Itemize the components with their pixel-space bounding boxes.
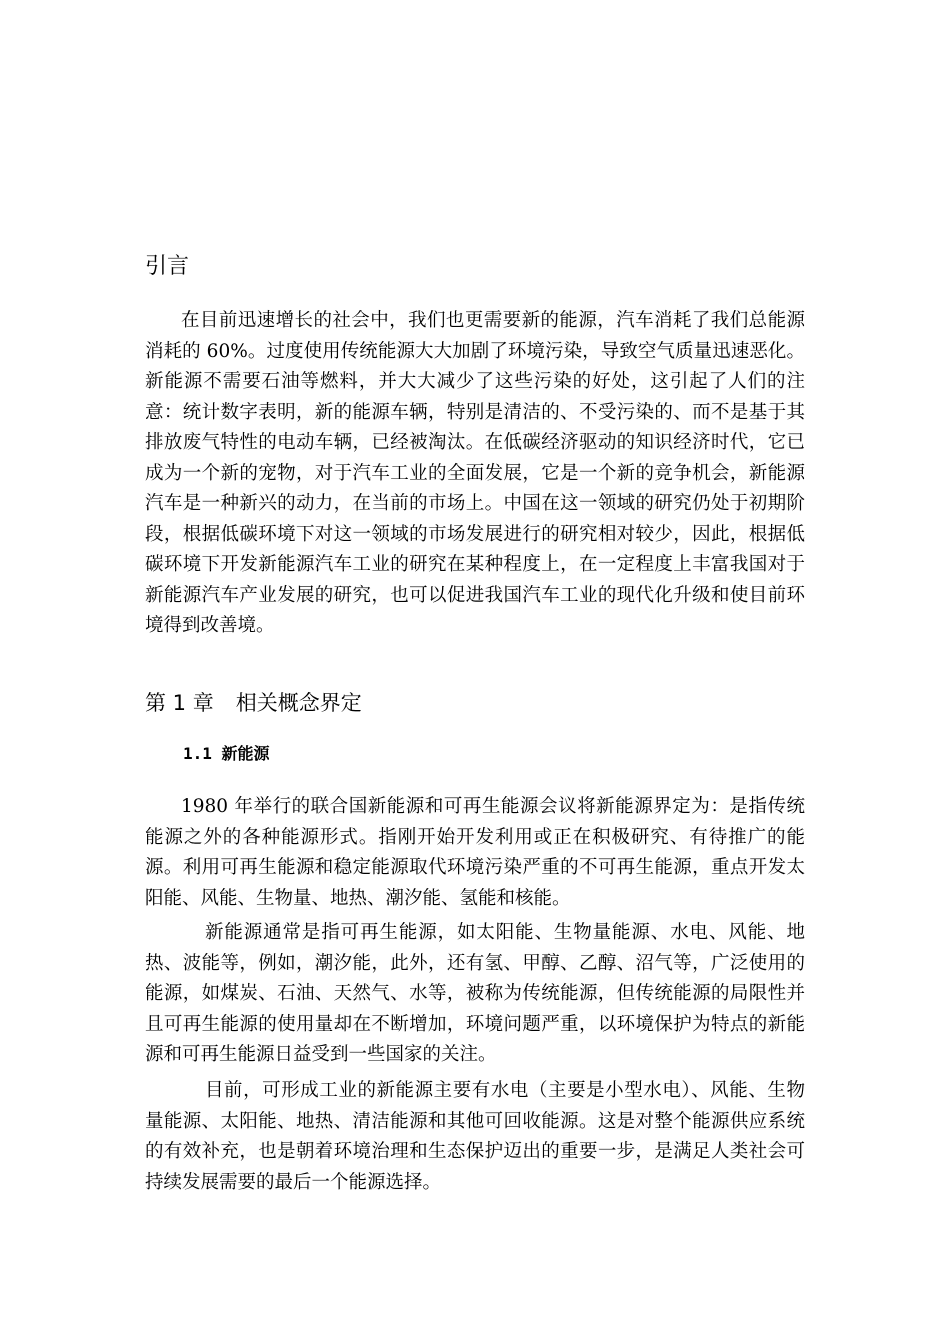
chapter-title: 相关概念界定 xyxy=(235,691,362,715)
intro-paragraph: 在目前迅速增长的社会中，我们也更需要新的能源，汽车消耗了我们总能源消耗的 60%。过度使用传统能源大大加剧了环境污染，导致空气质量迅速恶化。新能源不需要石油等燃料，并大大减少了这些污染的好处，这引起了人们的注意：统计数字表明，新的能源车辆，特别是清洁的、不受污染的、而不是基于其排放废气特性的电动车辆，已经被淘汰。在低碳经济驱动的知识经济时代，它已成为一个新的宠物，对于汽车工业的全面发展，它是一个新的竞争机会，新能源汽车是一种新兴的动力，在当前的市场上。中国在这一领域的研究仍处于初期阶段，根据低碳环境下对这一领域的市场发展进行的研究相对较少，因此，根据低碳环境下开发新能源汽车工业的研究在某种程度上，在一定程度上丰富我国对于新能源汽车产业发展的研究，也可以促进我国汽车工业的现代化升级和使目前环境得到改善境。 xyxy=(145,310,805,636)
chapter-heading xyxy=(145,688,362,718)
section-paragraph-3: 目前，可形成工业的新能源主要有水电（主要是小型水电）、风能、生物量能源、太阳能、地热、清洁能源和其他可回收能源。这是对整个能源供应系统的有效补充，也是朝着环境治理和生态保护迈出的重要一步，是满足人类社会可持续发展需要的最后一个能源选择。 xyxy=(145,1080,805,1193)
section-heading: 1.1 新能源 xyxy=(183,744,270,763)
intro-heading: 引言 xyxy=(145,254,190,279)
section-paragraph-2: 新能源通常是指可再生能源，如太阳能、生物量能源、水电、风能、地热、波能等，例如，潮汐能，此外，还有氢、甲醇、乙醇、沼气等，广泛使用的能源，如煤炭、石油、天然气、水等，被称为传统能源，但传统能源的局限性并且可再生能源的使用量却在不断增加，环境问题严重，以环境保护为特点的新能源和可再生能源日益受到一些国家的关注。 xyxy=(145,922,805,1065)
section-paragraph-1: 1980 年举行的联合国新能源和可再生能源会议将新能源界定为：是指传统能源之外的各种能源形式。指刚开始开发利用或正在积极研究、有待推广的能源。利用可再生能源和稳定能源取代环境污染严重的不可再生能源，重点开发太阳能、风能、生物量、地热、潮汐能、氢能和核能。 xyxy=(145,796,805,909)
chapter-number: 第 1 章 xyxy=(145,691,214,715)
